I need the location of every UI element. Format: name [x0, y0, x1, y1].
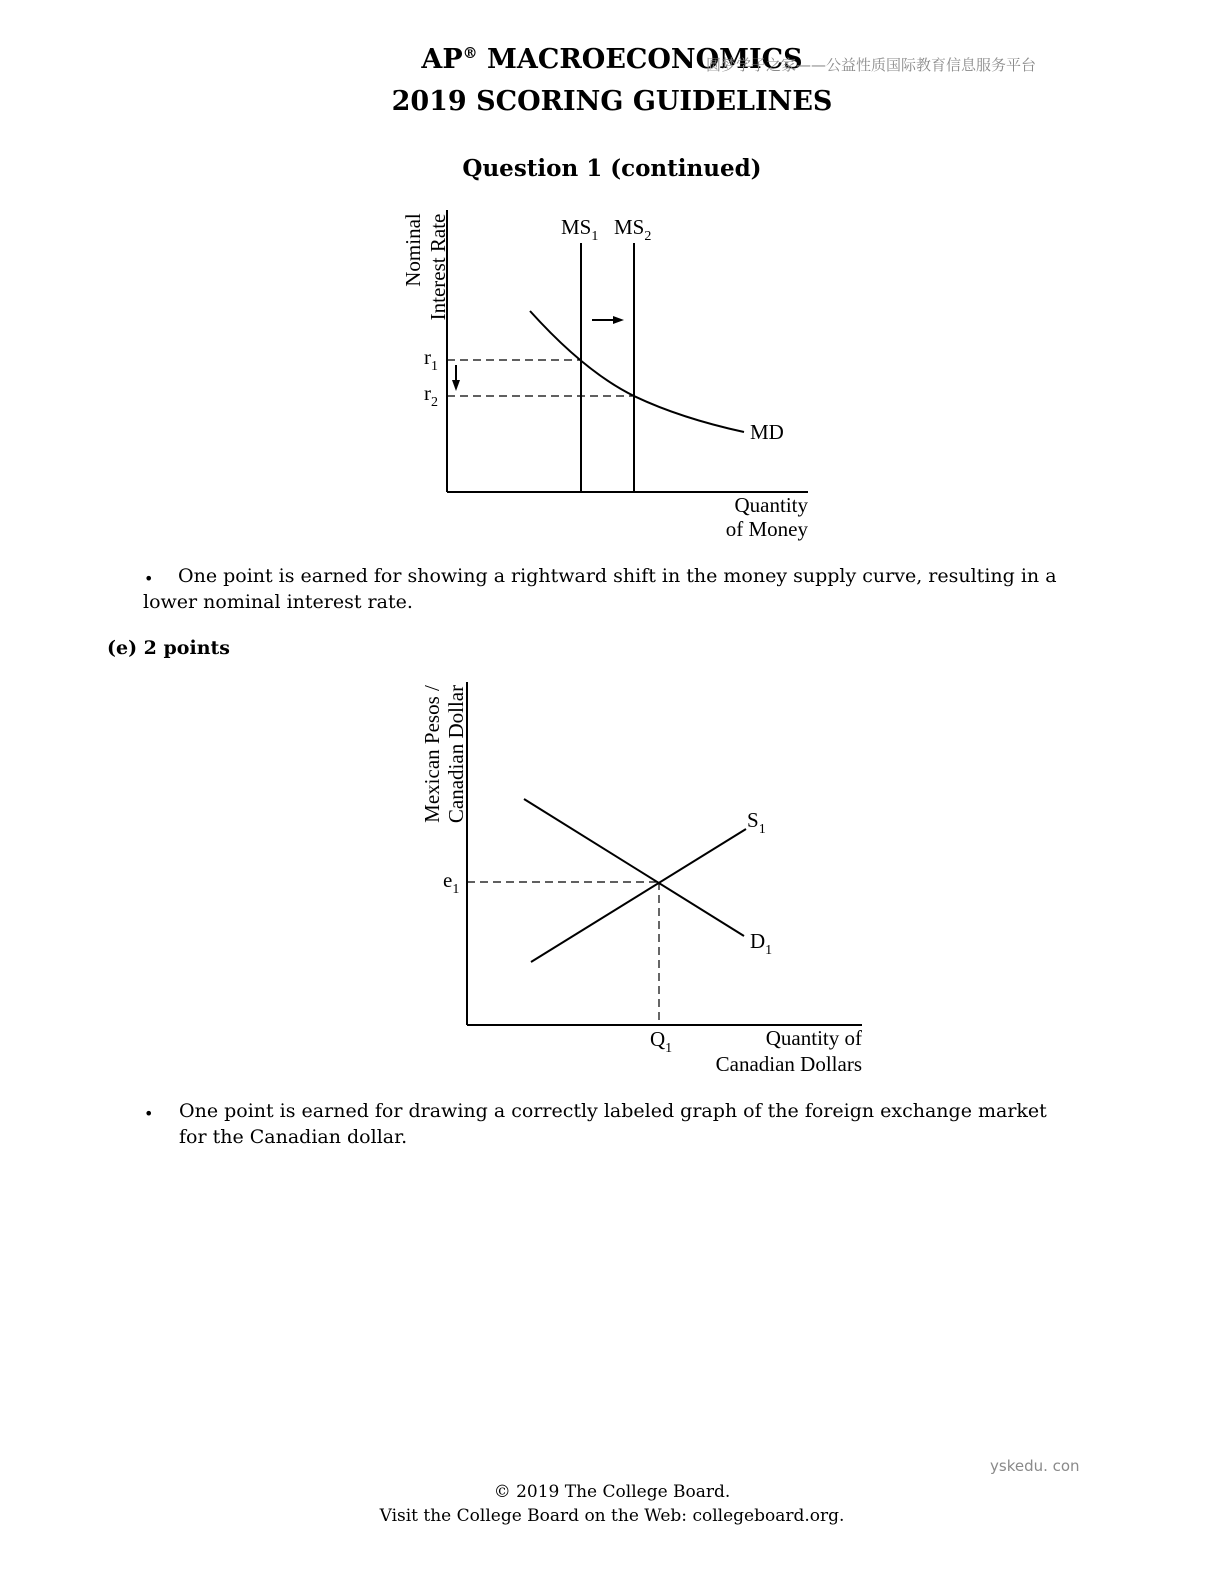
title-prefix: AP [421, 44, 463, 75]
d1-label: $D_1$ [750, 929, 773, 958]
s1-curve [531, 829, 746, 962]
money-market-y-label-2: Interest Rate [426, 213, 450, 321]
ms2-label: $MS_2$ [614, 215, 652, 244]
footer-website: Visit the College Board on the Web: collegeboard.org. [379, 1506, 845, 1526]
watermark-bottom: yskedu. con [990, 1457, 1080, 1475]
ms1-label: $MS_1$ [561, 215, 599, 244]
forex-x-label-1: Quantity of [765, 1026, 862, 1050]
r2-label: $r_2$ [424, 381, 438, 410]
money-market-x-label-1: Quantity [734, 493, 808, 517]
part-e-heading: (e) 2 points [107, 637, 230, 659]
e1-label: $e_1$ [443, 868, 460, 897]
md-label: MD [750, 420, 784, 444]
q1-label: $Q_1$ [650, 1027, 673, 1056]
bullet-1-marker: • [144, 569, 154, 588]
forex-market-axes [467, 682, 862, 1025]
money-market-y-label-1: Nominal [401, 213, 425, 287]
registered-mark: ® [462, 44, 478, 62]
document-subtitle: 2019 SCORING GUIDELINES [391, 86, 833, 117]
watermark-top: 圆梦学子之家——公益性质国际教育信息服务平台 [706, 56, 1037, 74]
s1-label: $S_1$ [747, 808, 766, 837]
d1-curve [524, 799, 744, 936]
bullet-2-marker: • [144, 1104, 154, 1123]
title-suffix: MACROECONOMICS [477, 44, 803, 75]
forex-x-label-2: Canadian Dollars [715, 1052, 862, 1076]
bullet-2-text: One point is earned for drawing a correctly labeled graph of the foreign exchange market for the Canadian dollar. [179, 1100, 1047, 1148]
bullet-1-text: One point is earned for showing a rightward shift in the money supply curve, resulting in a lower nominal interest rate. [143, 565, 1057, 613]
forex-y-label-1: Mexican Pesos / [420, 685, 444, 823]
forex-y-label-2: Canadian Dollar [444, 684, 468, 824]
footer-copyright: © 2019 The College Board. [493, 1482, 731, 1502]
money-market-x-label-2: of Money [725, 517, 808, 541]
r1-label: $r_1$ [424, 345, 438, 374]
question-title: Question 1 (continued) [462, 155, 762, 182]
